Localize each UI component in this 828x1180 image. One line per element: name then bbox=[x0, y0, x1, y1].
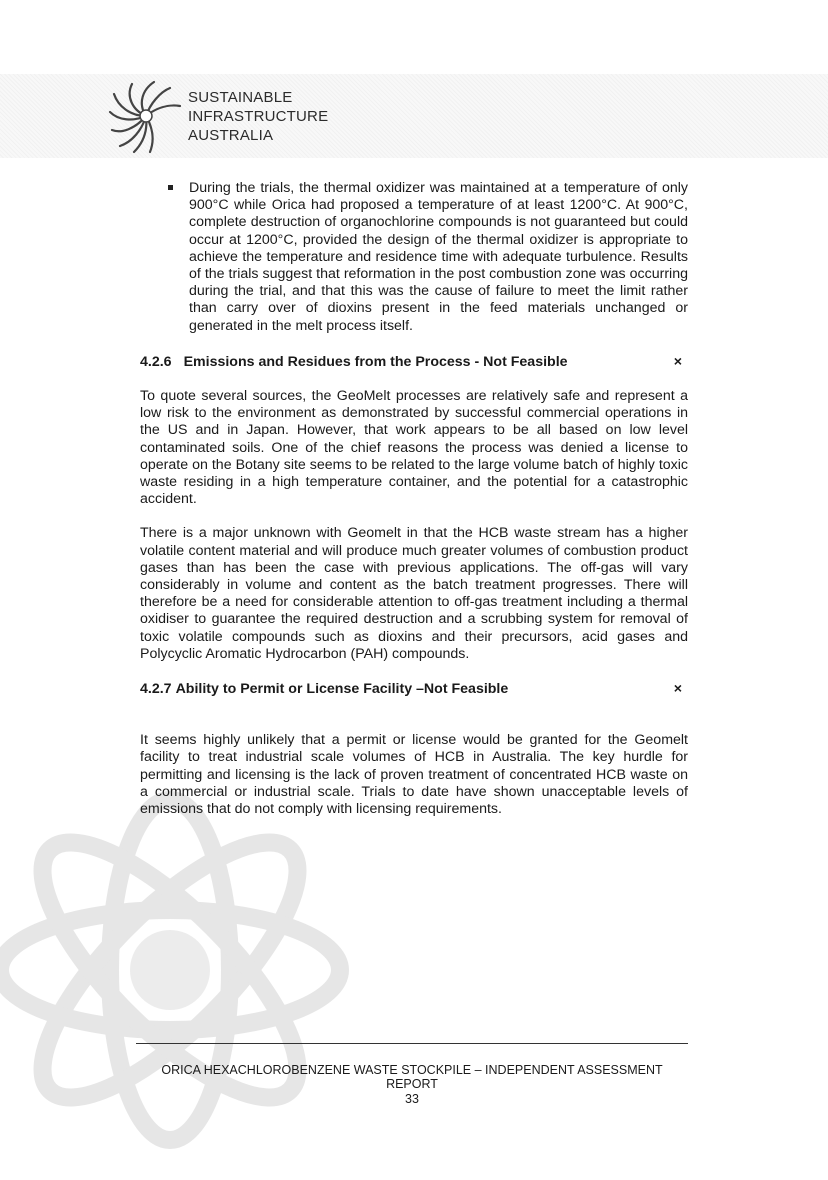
paragraph: There is a major unknown with Geomelt in that the HCB waste stream has a higher volatile content material and will produce much greater volumes of combustion product gases than has been the case with previous applications. The off-gas will vary considerably in volume and content as the batch treatment progresses. There will therefore be a need for considerable attention to off-gas treatment including a thermal oxidiser to guarantee the required destruction and a scrubbing system for removal of toxic volatile compounds such as dioxins and their precursors, acid gases and Polycyclic Aromatic Hydrocarbon (PAH) compounds. bbox=[140, 525, 688, 662]
footer-divider bbox=[136, 1043, 688, 1044]
bullet-square-icon bbox=[168, 185, 173, 190]
section-heading-4-2-7 bbox=[140, 681, 688, 698]
page-content bbox=[140, 180, 688, 835]
section-title: Emissions and Residues from the Process - Not Feasible bbox=[183, 353, 568, 370]
section-heading-4-2-6 bbox=[140, 354, 688, 371]
org-name-line-2: INFRASTRUCTURE bbox=[188, 108, 329, 125]
org-name-line-1: SUSTAINABLE bbox=[188, 89, 293, 106]
not-feasible-cross-icon: × bbox=[673, 353, 682, 370]
org-name-line-3: AUSTRALIA bbox=[188, 127, 274, 144]
section-title: Ability to Permit or License Facility –Not Feasible bbox=[175, 681, 509, 698]
not-feasible-cross-icon: × bbox=[673, 681, 682, 698]
footer-report-title: ORICA HEXACHLOROBENZENE WASTE STOCKPILE – INDEPENDENT ASSESSMENT REPORT bbox=[161, 1063, 663, 1091]
organization-name bbox=[188, 88, 328, 145]
page-number: 33 bbox=[405, 1092, 419, 1106]
bullet-item bbox=[189, 180, 688, 335]
section-number: 4.2.6 bbox=[140, 353, 172, 370]
paragraph: To quote several sources, the GeoMelt processes are relatively safe and represent a low risk to the environment as demonstrated by successful commercial operations in the US and in Japan. However, that work appears to be all based on low level contaminated soils. One of the chief reasons the process was denied a license to operate on the Botany site seems to be related to the large volume batch of highly toxic waste residing in a high temperature container, and the potential for a catastrophic accident. bbox=[140, 388, 688, 508]
section-number: 4.2.7 bbox=[140, 681, 172, 698]
bullet-text: During the trials, the thermal oxidizer was maintained at a temperature of only 900°C while Orica had proposed a temperature of at least 1200°C. At 900°C, complete destruction of organochlorine compounds is not guaranteed but could occur at 1200°C, provided the design of the thermal oxidizer is appropriate to achieve the temperature and residence time with adequate turbulence. Results of the trials suggest that reformation in the post combustion zone was occurring during the trial, and that this was the cause of failure to meet the limit rather than carry over of dioxins present in the feed materials unchanged or generated in the melt process itself. bbox=[189, 180, 688, 334]
paragraph: It seems highly unlikely that a permit or license would be granted for the Geomelt facility to treat industrial scale volumes of HCB in Australia. The key hurdle for permitting and licensing is the lack of proven treatment of concentrated HCB waste on a commercial or industrial scale. Trials to date have shown unacceptable levels of emissions that do not comply with licensing requirements. bbox=[140, 732, 688, 818]
sun-logo-icon bbox=[108, 78, 184, 154]
